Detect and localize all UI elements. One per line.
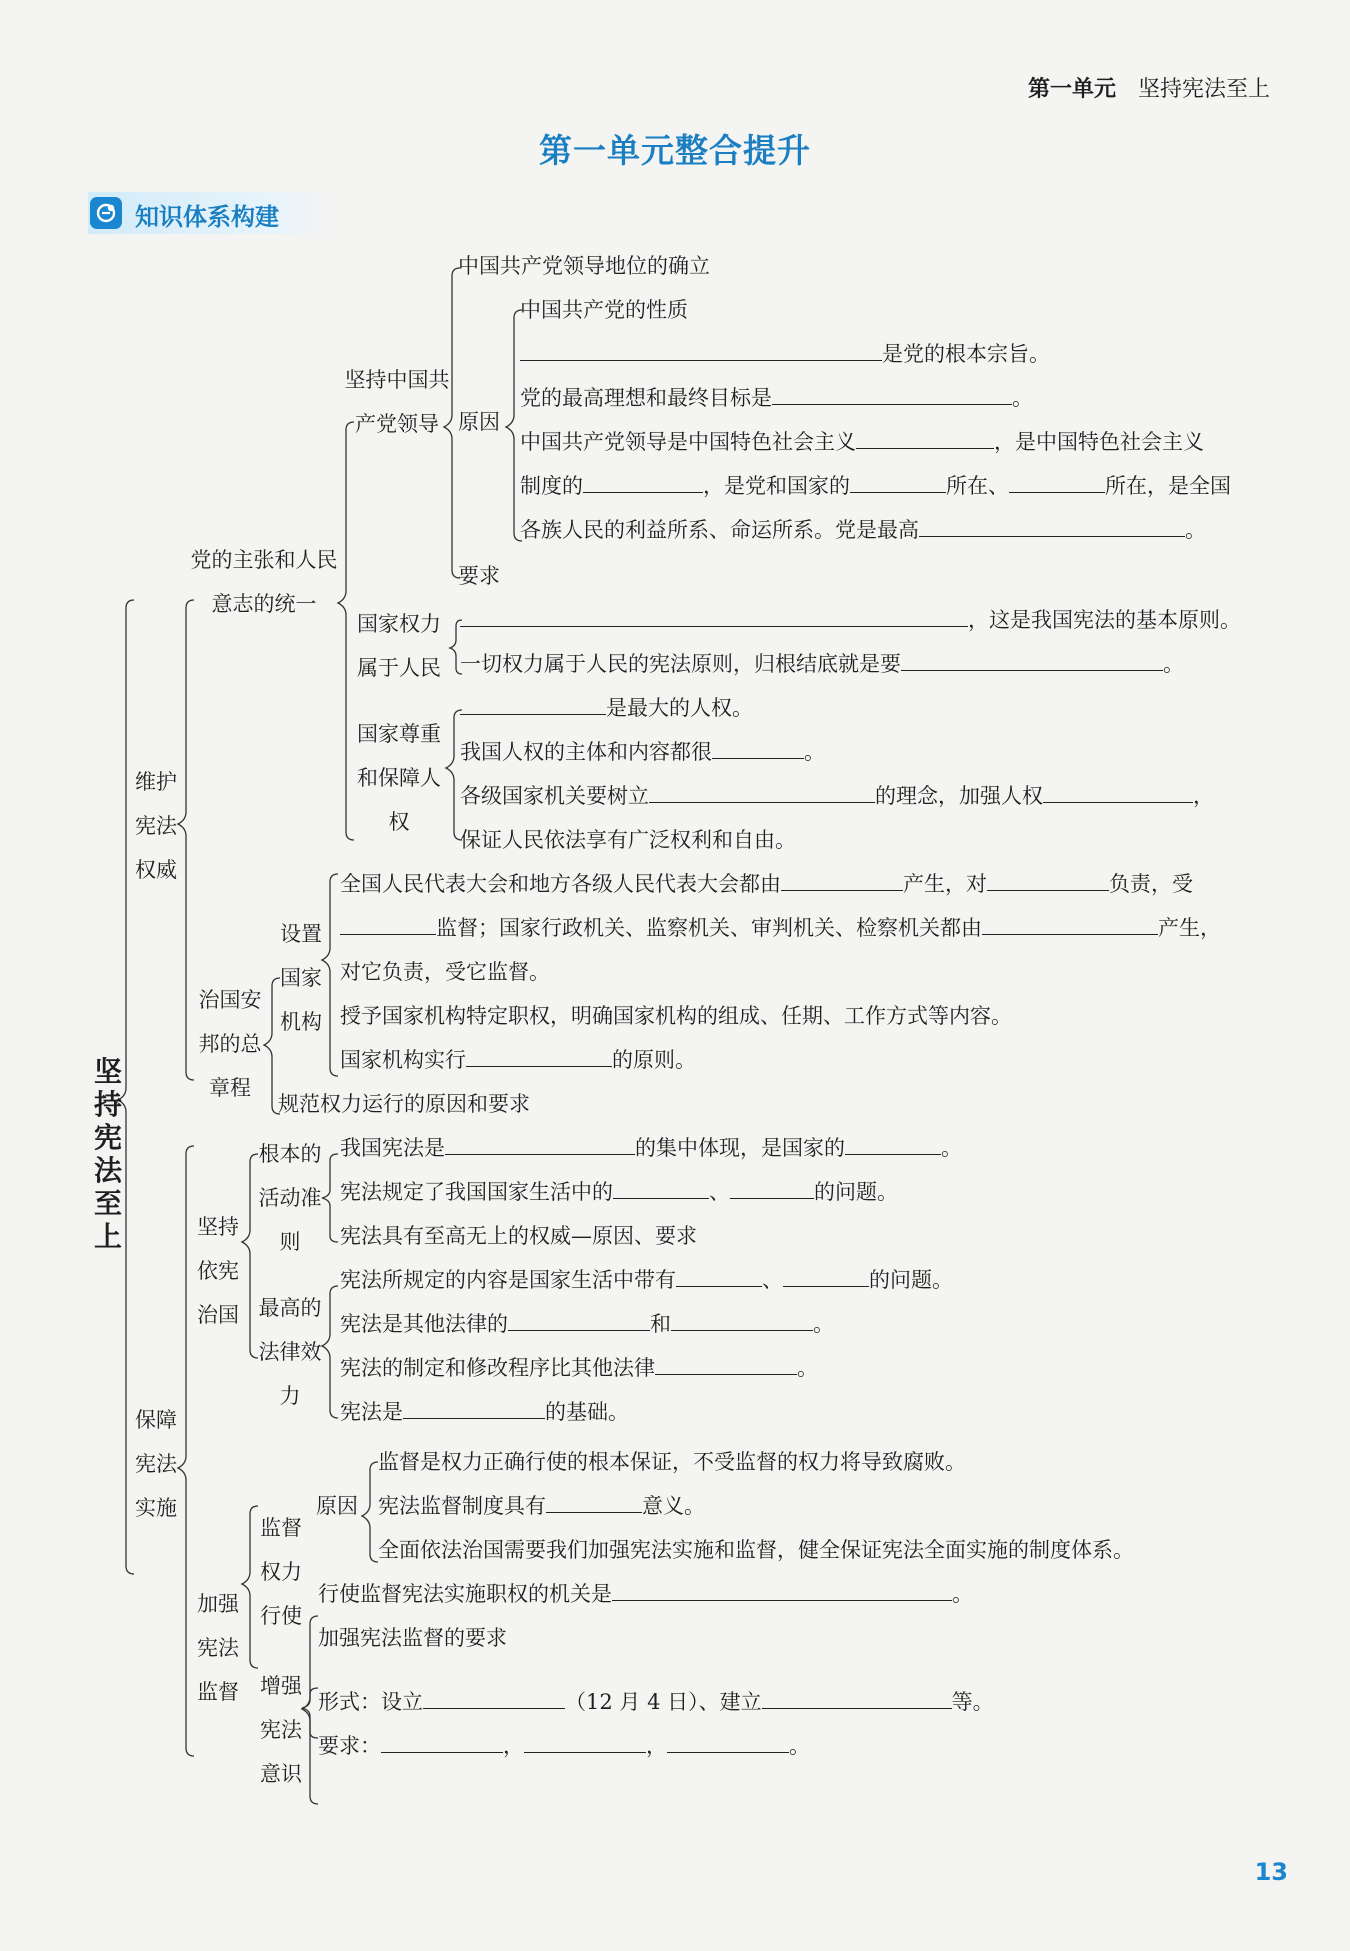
leaf-line: 监督是权力正确行使的根本保证，不受监督的权力将导致腐败。	[378, 1450, 966, 1474]
node-reason: 原因	[458, 410, 500, 434]
leaf-line: 宪法是 的基础。	[340, 1400, 629, 1424]
fill-blank[interactable]	[613, 1180, 709, 1199]
leaf-line: 对它负责，受它监督。	[340, 960, 550, 984]
node-rule-by-constitution: 坚持依宪治国	[197, 1215, 239, 1327]
leaf-line: 行使监督宪法实施职权的机关是 。	[318, 1582, 973, 1606]
fill-blank[interactable]	[546, 1494, 642, 1513]
fill-blank[interactable]	[423, 1690, 565, 1709]
fill-blank[interactable]	[850, 474, 946, 493]
fill-blank[interactable]	[919, 518, 1185, 537]
leaf-line: 中国共产党领导地位的确立	[458, 254, 710, 278]
leaf-line: 宪法所规定的内容是国家生活中带有 、 的问题。	[340, 1268, 953, 1292]
main-topic-label: 坚持宪法至上	[93, 1055, 122, 1253]
node-uphold-party-leadership: 坚持中国共产党领导	[344, 368, 450, 436]
fill-blank[interactable]	[1009, 474, 1105, 493]
node-supervision-reason: 原因	[316, 1494, 358, 1518]
fill-blank[interactable]	[445, 1136, 635, 1155]
fill-blank[interactable]	[520, 342, 882, 361]
leaf-line: 党的最高理想和最终目标是 。	[520, 386, 1033, 410]
leaf-line: 各级国家机关要树立 的理念，加强人权 ，	[460, 784, 1214, 808]
fill-blank[interactable]	[762, 1690, 952, 1709]
leaf-line: 加强宪法监督的要求	[318, 1626, 507, 1650]
fill-blank[interactable]	[772, 386, 1012, 405]
fill-blank[interactable]	[901, 652, 1163, 671]
fill-blank[interactable]	[508, 1312, 650, 1331]
fill-blank[interactable]	[1043, 784, 1193, 803]
leaf-line: 我国人权的主体和内容都很 。	[460, 740, 825, 764]
leaf-line: 是最大的人权。	[460, 696, 753, 721]
fill-blank[interactable]	[403, 1400, 545, 1419]
leaf-line: 中国共产党的性质	[520, 298, 688, 322]
unit-title: 坚持宪法至上	[1137, 77, 1270, 102]
leaf-line: 监督；国家行政机关、监察机关、审判机关、检察机关都由 产生，	[340, 916, 1221, 941]
fill-blank[interactable]	[381, 1734, 503, 1753]
fill-blank[interactable]	[676, 1268, 762, 1287]
leaf-line: 宪法的制定和修改程序比其他法律 。	[340, 1356, 818, 1380]
unit-number: 第一单元	[1027, 77, 1116, 102]
node-constitution-awareness: 增强宪法意识	[260, 1674, 302, 1786]
fill-blank[interactable]	[856, 430, 994, 449]
section-tag-label: 知识体系构建	[135, 203, 279, 231]
fill-blank[interactable]	[583, 474, 703, 493]
fill-blank[interactable]	[655, 1356, 797, 1375]
leaf-line: 要求： ， ， 。	[318, 1734, 810, 1758]
leaf-line: 保证人民依法享有广泛权利和自由。	[460, 828, 796, 852]
node-fundamental-norm: 根本的活动准则	[258, 1142, 322, 1254]
leaf-line: 宪法监督制度具有 意义。	[378, 1494, 705, 1518]
page-number: 13	[1254, 1858, 1288, 1886]
node-set-state-organs: 设置国家机构	[280, 922, 322, 1034]
leaf-line: 国家机构实行 的原则。	[340, 1048, 696, 1072]
fill-blank[interactable]	[982, 916, 1158, 935]
leaf-line: 全国人民代表大会和地方各级人民代表大会都由 产生，对 负责，受	[340, 872, 1193, 896]
fill-blank[interactable]	[781, 872, 903, 891]
fill-blank[interactable]	[845, 1136, 941, 1155]
fill-blank[interactable]	[712, 740, 804, 759]
page-title: 第一单元整合提升	[539, 131, 811, 170]
leaf-line: 宪法是其他法律的 和 。	[340, 1312, 834, 1336]
node-highest-legal-effect: 最高的法律效力	[258, 1296, 322, 1408]
leaf-line: 全面依法治国需要我们加强宪法实施和监督，健全保证宪法全面实施的制度体系。	[378, 1538, 1134, 1562]
leaf-line: 各族人民的利益所系、命运所系。党是最高 。	[520, 518, 1206, 542]
node-general-charter: 治国安邦的总章程	[198, 988, 262, 1100]
node-requirement: 要求	[458, 564, 500, 588]
fill-blank[interactable]	[466, 1048, 612, 1067]
fill-blank[interactable]	[524, 1734, 646, 1753]
fill-blank[interactable]	[987, 872, 1109, 891]
leaf-line: 一切权力属于人民的宪法原则，归根结底就是要 。	[460, 652, 1184, 676]
fill-blank[interactable]	[783, 1268, 869, 1287]
node-power-to-people: 国家权力属于人民	[357, 612, 441, 680]
fill-blank[interactable]	[460, 608, 968, 627]
fill-blank[interactable]	[649, 784, 875, 803]
leaf-line: 制度的 ，是党和国家的 所在、 所在，是全国	[520, 474, 1231, 498]
leaf-line: 中国共产党领导是中国特色社会主义 ，是中国特色社会主义	[520, 430, 1204, 454]
leaf-line: ，这是我国宪法的基本原则。	[460, 608, 1241, 633]
node-supervise-power: 监督权力行使	[260, 1516, 302, 1628]
leaf-line: 宪法规定了我国国家生活中的 、 的问题。	[340, 1180, 898, 1204]
fill-blank[interactable]	[340, 916, 436, 935]
leaf-line: 形式：设立 （12 月 4 日）、建立 等。	[318, 1690, 994, 1714]
fill-blank[interactable]	[667, 1734, 789, 1753]
leaf-line: 授予国家机构特定职权，明确国家机构的组成、任期、工作方式等内容。	[340, 1004, 1012, 1028]
node-ensure-constitution-implementation: 保障宪法实施	[135, 1408, 177, 1520]
fill-blank[interactable]	[730, 1180, 814, 1199]
fill-blank[interactable]	[460, 696, 606, 715]
fill-blank[interactable]	[671, 1312, 813, 1331]
leaf-line: 宪法具有至高无上的权威—原因、要求	[340, 1224, 697, 1248]
node-strengthen-supervision: 加强宪法监督	[197, 1592, 239, 1704]
leaf-line: 是党的根本宗旨。	[520, 342, 1050, 367]
node-party-people-unity: 党的主张和人民意志的统一	[190, 548, 338, 616]
leaf-line: 规范权力运行的原因和要求	[278, 1092, 530, 1116]
node-maintain-constitution-authority: 维护宪法权威	[135, 770, 177, 882]
leaf-line: 我国宪法是 的集中体现，是国家的 。	[340, 1136, 962, 1160]
fill-blank[interactable]	[612, 1582, 952, 1601]
node-respect-human-rights: 国家尊重和保障人权	[357, 722, 441, 834]
